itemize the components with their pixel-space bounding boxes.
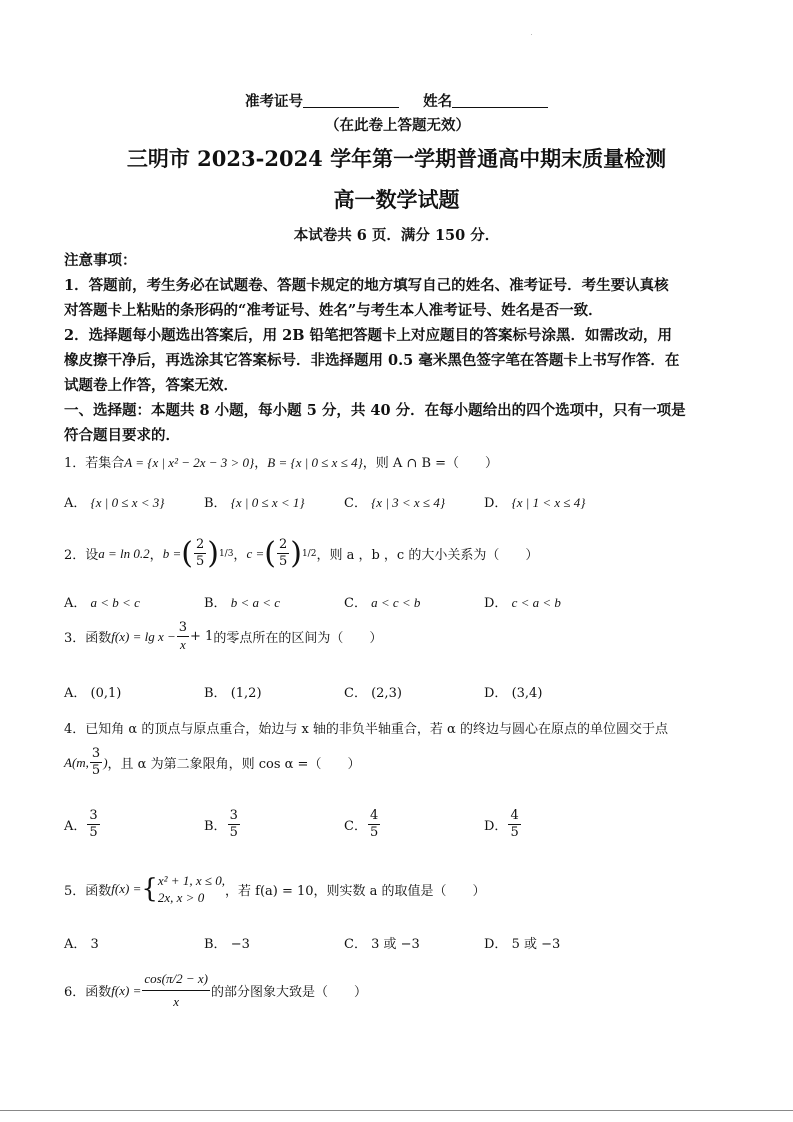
q5-option-c[interactable]: C． 3 或 −3 bbox=[344, 937, 420, 952]
q1-prefix: 1．若集合 bbox=[64, 456, 125, 471]
exam-id-blank[interactable] bbox=[303, 93, 399, 108]
name-blank[interactable] bbox=[452, 93, 548, 108]
q2-b-exponent: 1/3 bbox=[218, 548, 234, 559]
q3-option-c[interactable]: C． (2,3) bbox=[344, 686, 402, 701]
q6-func-lhs: f(x) = bbox=[111, 982, 142, 998]
q4-point-suffix: ) bbox=[103, 754, 108, 770]
q2-option-c[interactable]: C． a < c < b bbox=[344, 595, 421, 611]
q2-suffix: ，则 a ，b ，c 的大小关系为（ ） bbox=[316, 548, 539, 563]
subject-title: 高一数学试题 bbox=[333, 187, 460, 212]
exam-id-label: 准考证号 bbox=[245, 93, 303, 110]
question-3 bbox=[64, 620, 382, 653]
q1-option-b[interactable]: B． {x | 0 ≤ x < 1} bbox=[204, 495, 305, 511]
question-5: 5．函数 f(x) = { x² + 1, x ≤ 0, 2x, x > 0 ，若 f(a) = 10，则实数 a 的取值是（ ） bbox=[64, 873, 486, 905]
q3-fraction: $\frac{3}{x}$ bbox=[178, 620, 188, 652]
notes-heading: 注意事项： bbox=[64, 252, 137, 269]
q5-option-a[interactable]: A． 3 bbox=[64, 937, 99, 952]
q1-set-b: B = {x | 0 ≤ x ≤ 4} bbox=[267, 455, 363, 470]
note-1-line-1: 1．答题前，考生务必在试题卷、答题卡规定的地方填写自己的姓名、准考证号．考生要认真核 bbox=[64, 277, 669, 294]
q4-suffix: ，且 α 为第二象限角，则 cos α =（ ） bbox=[107, 757, 361, 772]
q1-option-c[interactable]: C． {x | 3 < x ≤ 4} bbox=[344, 495, 446, 511]
q2-b-fraction: $\frac{2}{5}$ bbox=[195, 537, 205, 569]
q5-prefix: 5．函数 bbox=[64, 883, 112, 899]
q5-suffix: ，若 f(a) = 10，则实数 a 的取值是（ ） bbox=[225, 883, 486, 899]
q4-point-fraction: $\frac{3}{5}$ bbox=[91, 746, 101, 778]
q5-option-d[interactable]: D． 5 或 −3 bbox=[484, 937, 561, 952]
q3-func-lhs: f(x) = lg x − bbox=[111, 628, 176, 644]
q3-prefix: 3．函数 bbox=[64, 631, 112, 646]
question-2: 2．设 a = ln 0.2 ， b = ( $\frac{2}{5}$ ) 1/3 ， c = ( $\frac{2}{5}$ ) 1/2 ，则 a ，b ，c 的大小关系为（ ） bbox=[64, 535, 539, 571]
q2-b-lhs: b = bbox=[162, 545, 182, 561]
name-label: 姓名 bbox=[423, 93, 453, 110]
q2-c-fraction: $\frac{2}{5}$ bbox=[278, 537, 288, 569]
q5-option-b[interactable]: B． −3 bbox=[204, 937, 250, 952]
q2-option-b[interactable]: B． b < a < c bbox=[204, 595, 281, 611]
q4-option-b[interactable]: B． $\frac{3}{5}$ bbox=[204, 808, 238, 840]
q1-suffix: ，则 A ∩ B =（ ） bbox=[362, 456, 499, 471]
note-2-line-1: 2．选择题每小题选出答案后，用 2B 铅笔把答题卡上对应题目的答案标号涂黑．如需改动，用 bbox=[64, 327, 673, 344]
q4-option-c[interactable]: C． $\frac{4}{5}$ bbox=[344, 808, 379, 840]
section-1-line-2: 符合题目要求的． bbox=[64, 427, 180, 444]
exam-info: 本试卷共 6 页．满分 150 分． bbox=[293, 227, 500, 244]
q6-suffix: 的部分图象大致是（ ） bbox=[211, 985, 368, 1000]
q3-option-a[interactable]: A． (0,1) bbox=[64, 686, 122, 701]
note-1-line-2: 对答题卡上粘贴的条形码的“准考证号、姓名”与考生本人准考证号、姓名是否一致． bbox=[64, 302, 603, 319]
note-2-line-3: 试题卷上作答，答案无效． bbox=[64, 377, 238, 394]
section-1-line-1: 一、选择题：本题共 8 小题，每小题 5 分，共 40 分．在每小题给出的四个选项中，只有一项是 bbox=[64, 402, 686, 419]
question-4-line-2 bbox=[64, 746, 360, 779]
q6-prefix: 6．函数 bbox=[64, 985, 112, 1000]
q3-option-d[interactable]: D． (3,4) bbox=[484, 686, 543, 701]
exam-title: 三明市 2023-2024 学年第一学期普通高中期末质量检测 bbox=[126, 146, 667, 171]
q2-a-def: a = ln 0.2 bbox=[98, 545, 150, 561]
q3-option-b[interactable]: B． (1,2) bbox=[204, 686, 262, 701]
q2-c-lhs: c = bbox=[246, 545, 265, 561]
invalid-note: （在此卷上答题无效） bbox=[325, 117, 470, 134]
q6-fraction: $\frac{\cos(\pi/2 - x)}{x}$ bbox=[142, 968, 210, 1013]
q2-option-a[interactable]: A． a < b < c bbox=[64, 595, 140, 611]
scan-dot bbox=[531, 34, 532, 35]
q1-set-a: A = {x | x² − 2x − 3 > 0} bbox=[124, 455, 255, 470]
q3-func-rhs: + 1 bbox=[190, 629, 214, 644]
q1-option-d[interactable]: D． {x | 1 < x ≤ 4} bbox=[484, 495, 586, 511]
q2-prefix: 2．设 bbox=[64, 548, 99, 563]
question-6 bbox=[64, 968, 367, 1013]
q2-option-d[interactable]: D． c < a < b bbox=[484, 595, 561, 611]
question-1 bbox=[64, 452, 498, 471]
q2-c-exponent: 1/2 bbox=[301, 548, 317, 559]
q4-point-prefix: A(m, bbox=[64, 754, 89, 770]
q4-option-d[interactable]: D． $\frac{4}{5}$ bbox=[484, 808, 519, 840]
q4-option-a[interactable]: A． $\frac{3}{5}$ bbox=[64, 808, 98, 840]
q1-sep: ， bbox=[254, 456, 268, 471]
q3-suffix: 的零点所在的区间为（ ） bbox=[213, 631, 383, 646]
page-bottom-rule bbox=[0, 1110, 793, 1111]
q5-func-lhs: f(x) = bbox=[111, 881, 142, 896]
q1-option-a[interactable]: A． {x | 0 ≤ x < 3} bbox=[64, 495, 165, 511]
q5-piecewise: x² + 1, x ≤ 0, 2x, x > 0 bbox=[157, 873, 225, 905]
question-4-line-1: 4．已知角 α 的顶点与原点重合，始边与 x 轴的非负半轴重合，若 α 的终边与圆心在原点的单位圆交于点 bbox=[64, 722, 668, 737]
note-2-line-2: 橡皮擦干净后，再选涂其它答案标号．非选择题用 0.5 毫米黑色签字笔在答题卡上书写作答．在 bbox=[64, 352, 680, 369]
exam-id-row bbox=[245, 90, 548, 111]
